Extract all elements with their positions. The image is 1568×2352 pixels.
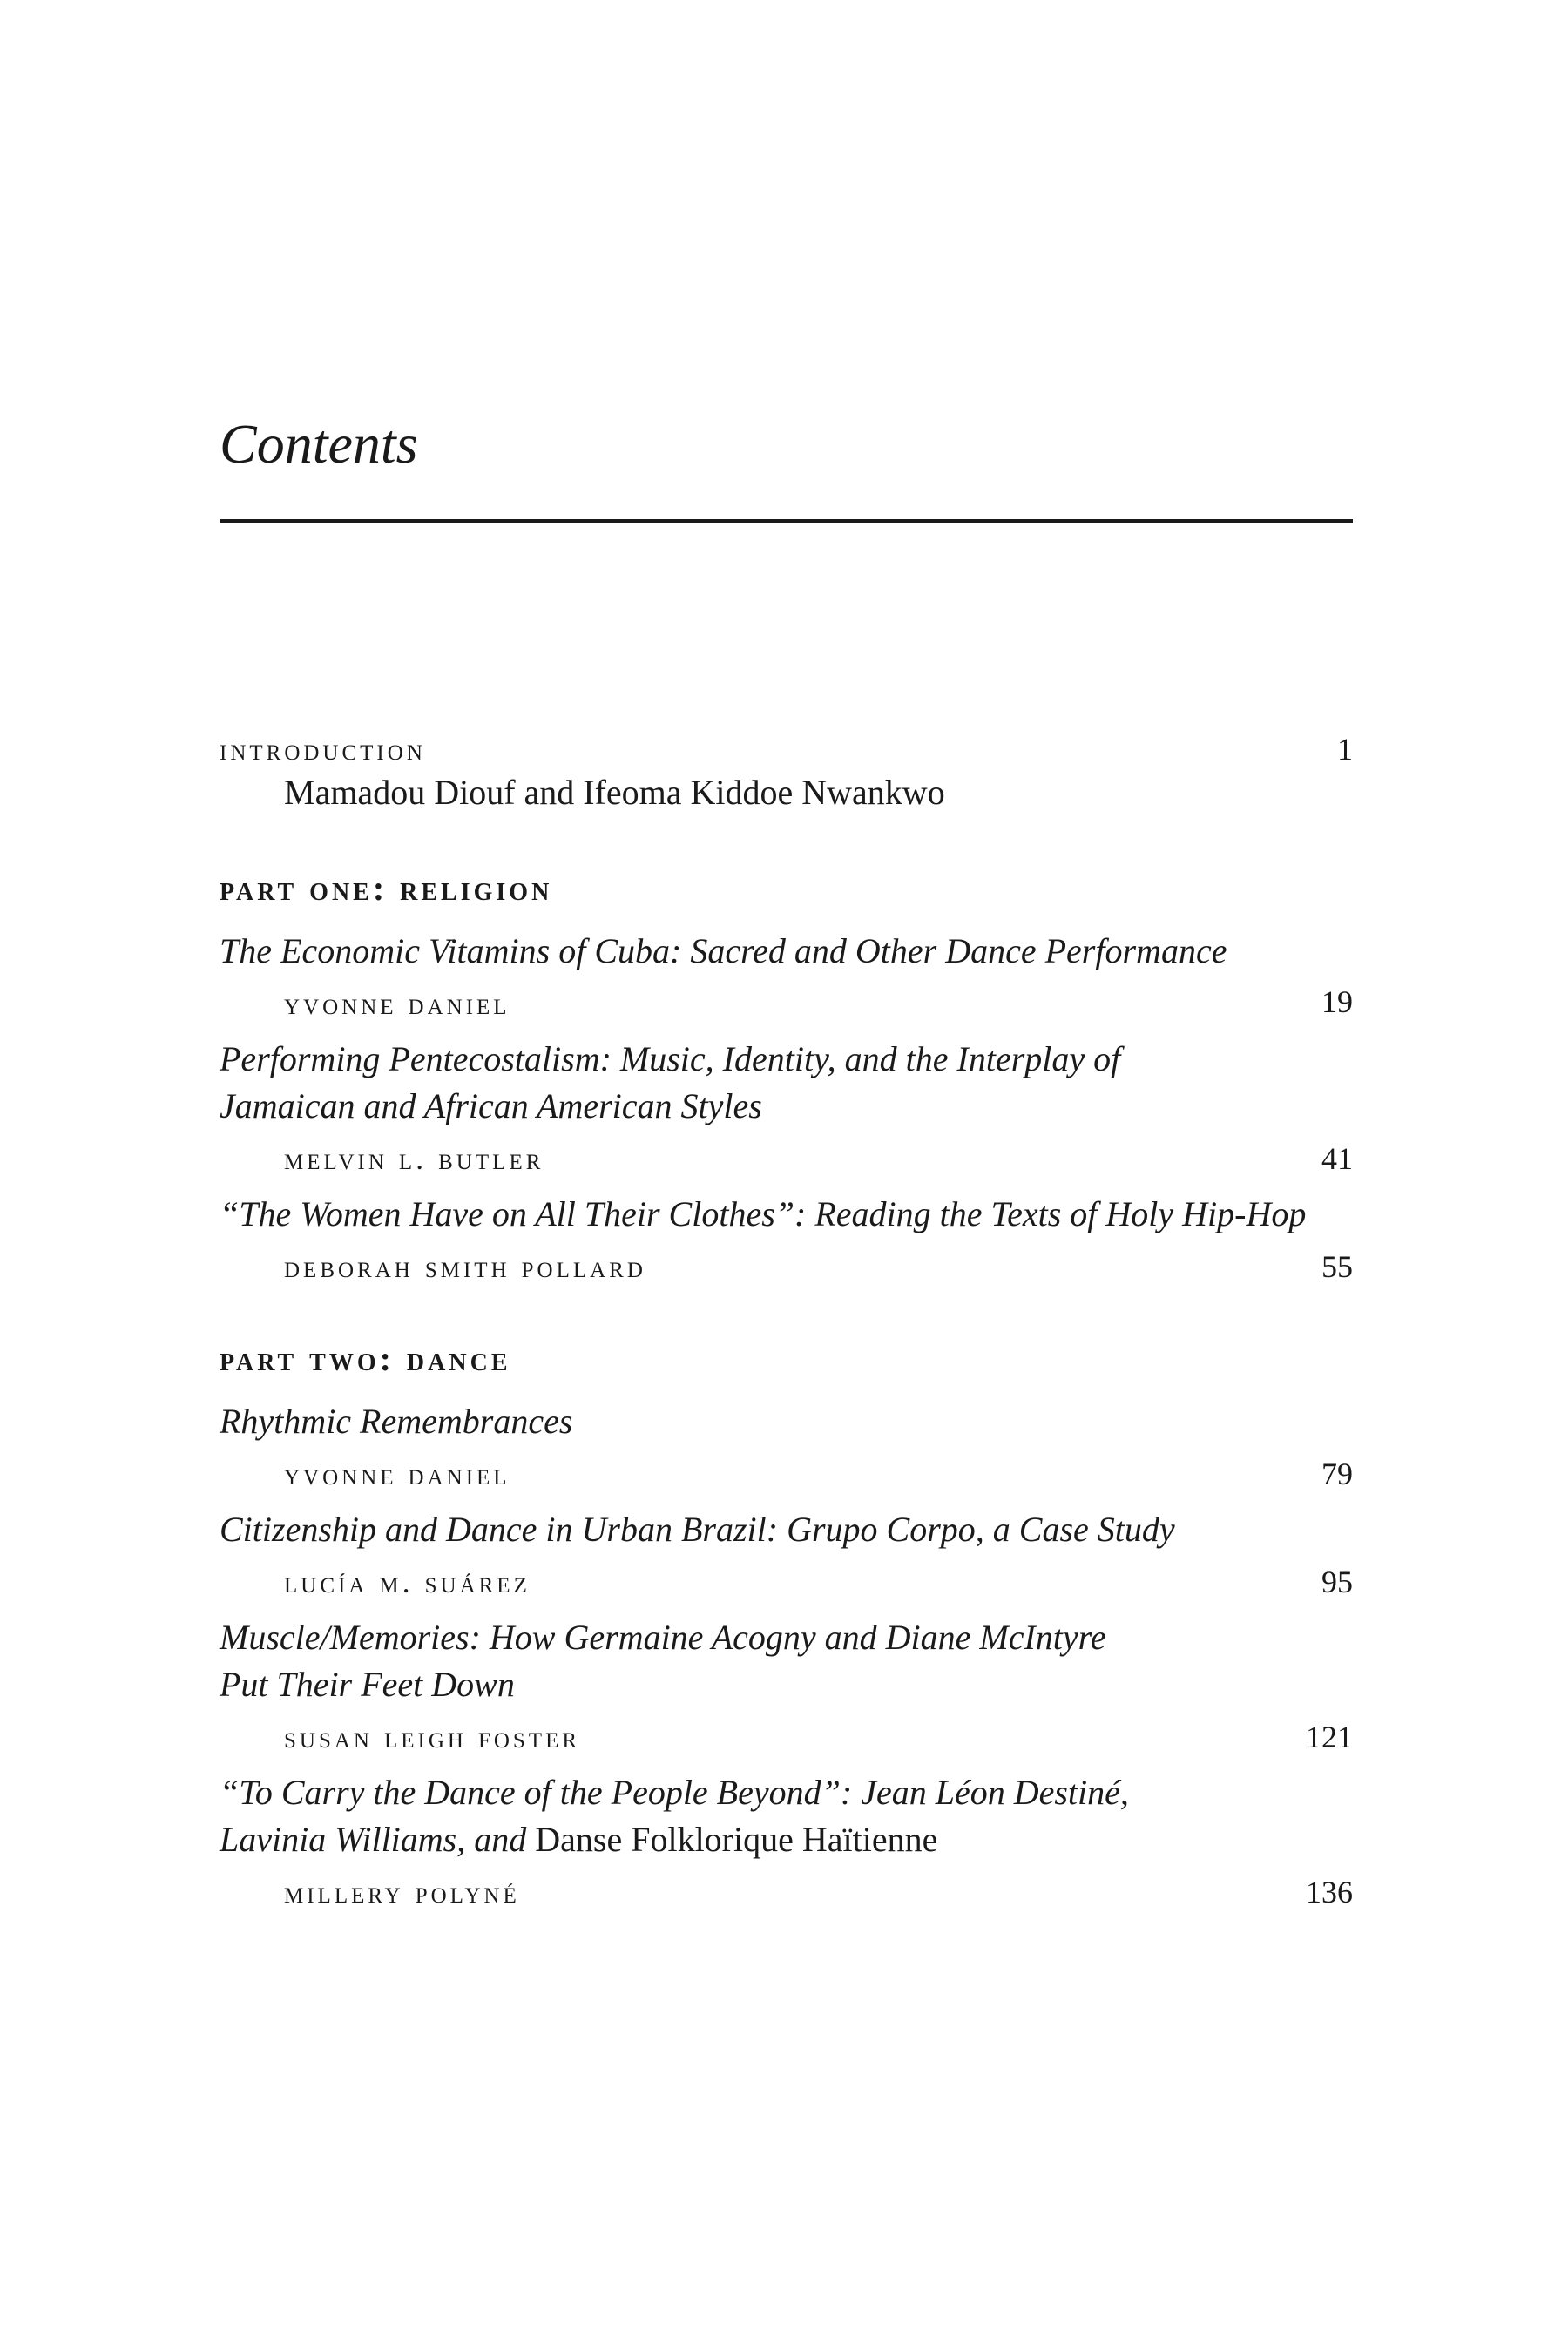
entry-author: yvonne daniel <box>284 1456 510 1491</box>
entry-page-number: 136 <box>1306 1875 1353 1909</box>
entry-author: millery polyné <box>284 1875 520 1909</box>
entry-title-roman-part: Danse Folklorique Haïtienne <box>526 1820 938 1859</box>
entry-page-number: 55 <box>1321 1249 1353 1284</box>
page-title: Contents <box>220 413 418 475</box>
part-two-heading: part two: dance <box>220 1339 511 1378</box>
introduction-label: introduction <box>220 732 426 767</box>
entry-title: “The Women Have on All Their Clothes”: Reading the Texts of Holy Hip-Hop <box>220 1194 1307 1233</box>
entry-title: Muscle/Memories: How Germaine Acogny and Diane McIntyre <box>220 1618 1106 1657</box>
part-one-heading: part one: religion <box>220 868 553 908</box>
entry-page-number: 41 <box>1321 1141 1353 1176</box>
entry-title: The Economic Vitamins of Cuba: Sacred and Other Dance Performance <box>220 931 1227 970</box>
entry-title-continued: Jamaican and African American Styles <box>220 1086 762 1125</box>
entry-author: susan leigh foster <box>284 1720 581 1754</box>
entry-page-number: 121 <box>1306 1720 1353 1754</box>
title-rule <box>220 519 1353 523</box>
entry-title-continued: Put Their Feet Down <box>220 1665 515 1704</box>
introduction-page-number: 1 <box>1337 732 1353 767</box>
entry-title: Performing Pentecostalism: Music, Identity, and the Interplay of <box>220 1039 1121 1078</box>
entry-page-number: 19 <box>1321 984 1353 1019</box>
entry-title-continued <box>220 1822 937 1857</box>
entry-title: “To Carry the Dance of the People Beyond”: Jean Léon Destiné, <box>220 1773 1129 1812</box>
entry-author: melvin l. butler <box>284 1141 544 1176</box>
entry-title: Rhythmic Remembrances <box>220 1402 573 1441</box>
entry-author: yvonne daniel <box>284 986 510 1021</box>
entry-author: lucía m. suárez <box>284 1565 531 1599</box>
entry-title: Citizenship and Dance in Urban Brazil: Grupo Corpo, a Case Study <box>220 1510 1175 1549</box>
entry-page-number: 95 <box>1321 1565 1353 1599</box>
introduction-authors: Mamadou Diouf and Ifeoma Kiddoe Nwankwo <box>284 773 945 812</box>
entry-author: deborah smith pollard <box>284 1249 646 1284</box>
entry-page-number: 79 <box>1321 1456 1353 1491</box>
entry-title-italic-part: Lavinia Williams, and <box>220 1820 527 1859</box>
